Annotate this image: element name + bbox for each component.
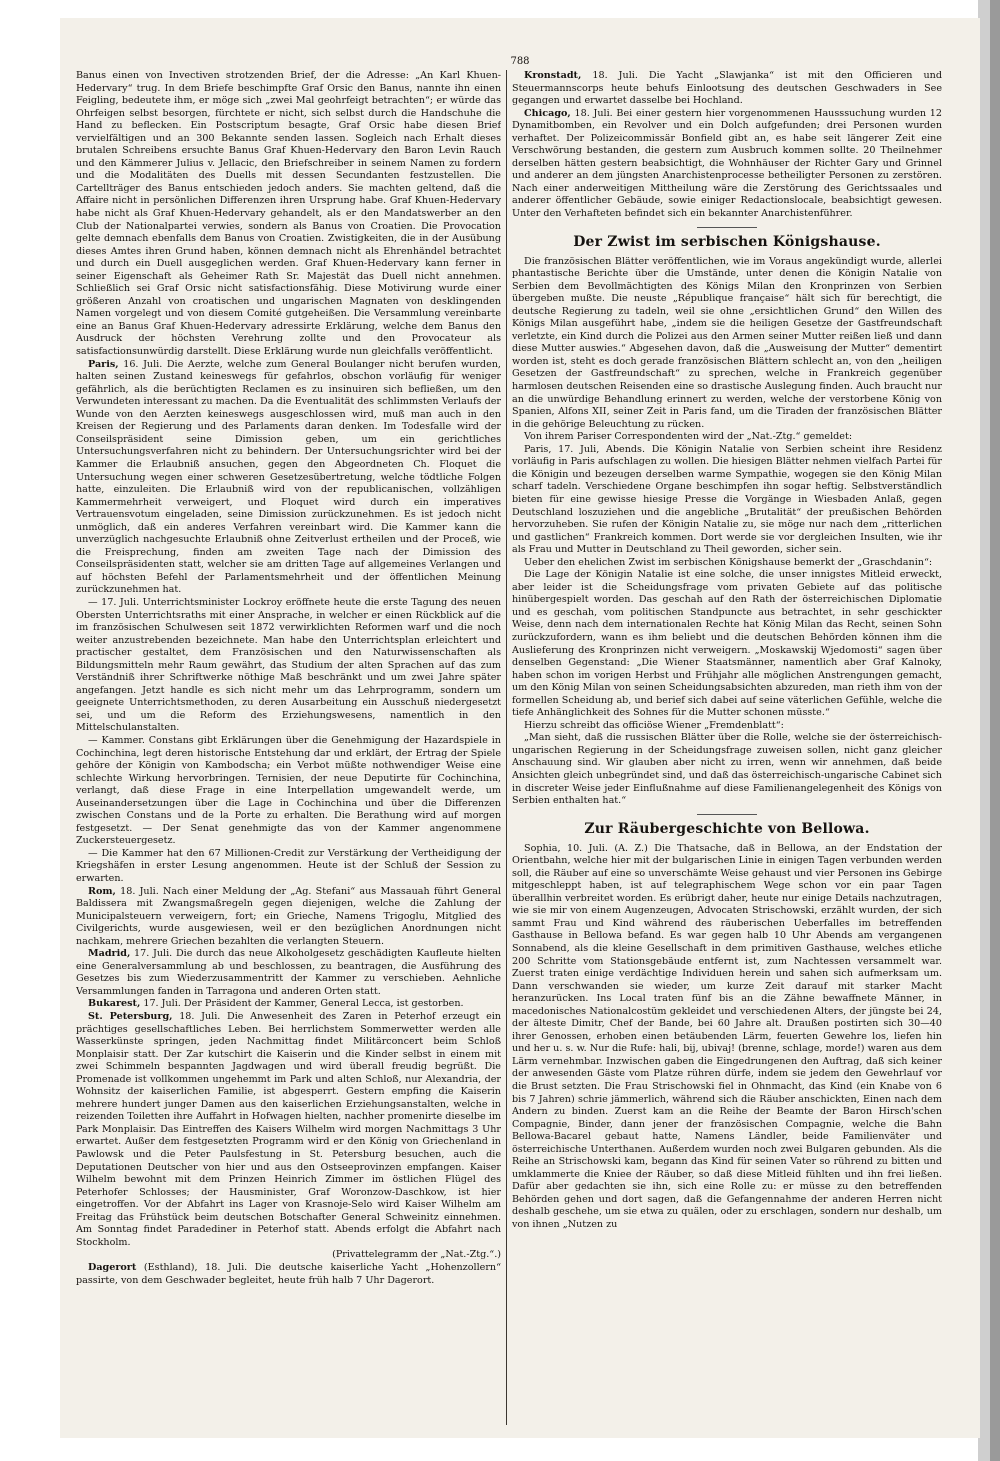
section-heading-serbia: Der Zwist im serbischen Königshause.	[573, 233, 881, 250]
article-paragraph: Sophia, 10. Juli. (A. Z.) Die Thatsache, daß in Bellowa, an der Endstation der Orientbahn, welche hier mit der bulgarischen Linie in einigen Tagen verbunden werden soll, die Räuber auf eine so unverschämte Weise gehaust und vier Personen ins Gebirge mitgeschleppt haben, ist auf telegraphischem Wege schon vor ein paar Tagen überallhin verbreitet worden. Es erübrigt daher, heute nur einige Details nachzutragen, wie sie mir von einem Augenzeugen, Advocaten Strischowski, erzählt wurden, der sich sammt Frau und Kind während des räuberischen Ueberfalles im betreffenden Gasthause in Bellowa befand. Es war gegen halb 10 Uhr Abends am vergangenen Sonnabend, als die kleine Gesellschaft in dem primitiven Gasthause, welches etliche 200 Schritte vom Stationsgebäude entfernt ist, zum Nachtessen versammelt war. Zuerst traten einige verdächtige Individuen herein und sahen sich aufmerksam um. Dann verschwanden sie wieder, um kurze Zeit darauf mit starker Macht heranzurücken. Ins Local traten fünf bis an die Zähne bewaffnete Männer, in macedonisches Nationalcostüm gekleidet und verschiedenen Alters, der jüngste bei 24, der älteste Dimitr, Chef der Bande, bei 60 Jahre alt. Draußen postirten sich 30—40 ihrer Genossen, erhoben einen betäubenden Lärm, feuerten Gewehre los, liefen hin und her u. s. w. Nur die Rufe: hali, bij, ubivaj! (brenne, schlage, morde!) waren aus dem Lärm vernehmbar. Inzwischen gaben die Eingedrungenen den Auftrag, daß sich keiner der anwesenden Gäste vom Platze rühren dürfe, indem sie jedem den Gewehrlauf vor die Brust setzten. Die Frau Strischowski fiel in Ohnmacht, das Kind (ein Knabe von 6 bis 7 Jahren) schrie jämmerlich, während sich die Räuber anschickten, Einen nach dem Andern zu binden. Zuerst kam an die Reihe der Beamte der Baron Hirsch'schen Compagnie, Binder, dann jener der französischen Compagnie, welche die Bahn Bellowa-Bacarel gebaut hatte, Namens Ländler, beide Familienväter und österreichische Unterthanen. Außerdem wurden noch zwei Bulgaren gebunden. Als die Reihe an Strischowski kam, begann das Kind für seinen Vater so rührend zu bitten und umklammerte die Kniee der Räuber, so daß diese Mitleid fühlten und ihn frei ließen. Dafür aber gedachten sie ihn, sich eine Rolle zu: er müsse zu den betreffenden Behörden gehen und dort sagen, daß die Gefangennahme der anderen Herren nicht deshalb geschehe, um sie etwa zu quälen, oder zu erschlagen, sondern nur deshalb, um von ihnen „Nutzen zu	[512, 842, 942, 1231]
news-item-text: 17. Juli. Die durch das neue Alkoholgesetz geschädigten Kaufleute hielten eine Generalversammlung ab und beschlossen, zu beantragen, die Ausführung des Gesetzes bis zum Wiederzusammentritt der Kammer zu verschieben. Aehnliche Versammlungen fanden in Tarragona und anderen Orten statt.	[76, 948, 501, 997]
section-heading-bellowa: Zur Räubergeschichte von Bellowa.	[584, 820, 870, 837]
article-paragraph: „Man sieht, daß die russischen Blätter über die Rolle, welche sie der österreichisch-ungarischen Regierung in der Scheidungsfrage zuweisen sollen, nicht ganz gleicher Anschauung sind. Wir glauben aber nicht zu irren, wenn wir annehmen, daß beide Ansichten gleich unbegründet sind, und daß das österreichisch-ungarische Cabinet sich in discreter Weise jeder Einflußnahme auf diese Familienangelegenheit des Königs von Serbien enthalten hat.“	[512, 732, 942, 807]
article-paragraph: Banus einen von Invectiven strotzenden Brief, der die Adresse: „An Karl Khuen-Hedervary“ trug. In dem Briefe beschimpfte Graf Orsic den Banus, nannte ihn einen Feigling, bedeutete ihm, er möge sich „zwei Mal geohrfeigt betrachten“; er würde das Ohrfeigen selbst besorgen, fürchtete er nicht, sich selbst durch die Handschuhe die Hand zu beflecken. Ein Postscriptum besagte, Graf Orsic habe diesen Brief vervielfältigen und an 300 Bekannte senden lassen. Sogleich nach Erhalt dieses brutalen Schreibens ersuchte Banus Graf Khuen-Hedervary den Baron Levin Rauch und den Kämmerer Julius v. Jellacic, den Briefschreiber in seinem Namen zu fordern und die Modalitäten des Duells mit dessen Secundanten festzustellen. Die Cartellträger des Banus entschieden jedoch anders. Sie machten geltend, daß die Affaire nicht in persönlichen Differenzen ihren Ursprung habe. Graf Khuen-Hedervary habe nicht als Graf Khuen-Hedervary gehandelt, als er den Mandatswerber an den Club der Nationalpartei verwies, sondern als Banus von Croatien. Die Provocation gelte demnach ebenfalls dem Banus von Croatien. Zwistigkeiten, die in der Ausübung dieses Amtes ihren Grund haben, können demnach nicht als Ehrenhändel betrachtet und durch ein Duell ausgeglichen werden. Graf Khuen-Hedervary kann ferner in seiner Eigenschaft als Geheimer Rath Sr. Majestät das Duell nicht annehmen. Schließlich sei Graf Orsic nicht satisfactionsfähig. Diese Motivirung wurde einer größeren Anzahl von croatischen und ungarischen Magnaten von desklingenden Namen vorgelegt und von diesem Comité gutgeheißen. Die Versammlung vereinbarte eine an Banus Graf Khuen-Hedervary adressirte Erklärung, welche dem Banus den Ausdruck der höchsten Verehrung zollte und den Provocateur als satisfactionsunwürdig darstellt. Diese Erklärung wurde nun gleichfalls veröffentlicht.	[76, 70, 501, 358]
article-paragraph: Die französischen Blätter veröffentlichen, wie im Voraus angekündigt wurde, allerlei phantastische Berichte über die Umstände, unter denen die Königin Natalie von Serbien dem Bevollmächtigten des Königs Milan den Kronprinzen von Serbien übergeben mußte. Die neuste „République française“ hält sich für berechtigt, die deutsche Regierung zu tadeln, weil sie ohne „ersichtlichen Grund“ den Willen des Königs Milan ausgeführt habe, „indem sie die heiligen Gesetze der Gastfreundschaft verletzte, ein Kind durch die Polizei aus den Armen seiner Mutter reißen ließ und dann diese Mutter auswies.“ Abgesehen davon, daß die „Ausweisung der Mutter“ dementirt worden ist, steht es doch gerade französischen Blättern schlecht an, von den „heiligen Gesetzen der Gastfreundschaft“ zu sprechen, welche in Frankreich gegenüber harmlosen deutschen Reisenden eine so drastische Auslegung finden. Auch braucht nur an die unwürdige Behandlung erinnert zu werden, welche der verstorbene König von Spanien, Alfons XII, seiner Zeit in Paris fand, um die Tiraden der französischen Blätter in die gehörige Beleuchtung zu rücken.	[512, 255, 942, 430]
dateline-place: St. Petersburg,	[88, 1011, 173, 1023]
dateline-place: Dagerort	[88, 1261, 137, 1273]
dateline-place: Chicago,	[524, 107, 571, 119]
telegram-source: (Privattelegramm der „Nat.-Ztg.“.)	[332, 1249, 501, 1261]
article-paragraph: — Die Kammer hat den 67 Millionen-Credit zur Verstärkung der Vertheidigung der Kriegshäfen in erster Lesung angenommen. Heute ist der Schluß der Session zu erwarten.	[76, 847, 501, 884]
news-item-text: 16. Juli. Die Aerzte, welche zum General Boulanger nicht berufen wurden, halten seinen Zustand keineswegs für gefahrlos, obschon vorläufig für weniger gefährlich, als die berüchtigten Reclamen es zu insinuiren sich befließen, um den Verwundeten interessant zu machen. Da die Eventualität des schlimmsten Verlaufs der Wunde von den Aerzten keineswegs ausgeschlossen wird, muß man auch in den Kreisen der Regierung und des Parlaments daran denken. Im Todesfalle wird der Conseilspräsident seine Dimission geben, um ein gerichtliches Untersuchungsverfahren nicht zu behindern. Der Untersuchungsrichter wird bei der Kammer die Erlaubniß ansuchen, gegen den Abgeordneten Ch. Floquet die Untersuchung wegen einer schweren Gesetzesübertretung, welche tödtliche Folgen hatte, einzuleiten. Die Erlaubniß wird von der republicanischen, vollzähligen Kammermehrheit verweigert, und Floquet wird durch ein imperatives Vertrauensvotum eingeladen, seine Dimission zurückzunehmen. Es ist jedoch nicht unmöglich, daß ein anderes Verfahren vereinbart wird. Die Kammer kann die unverzüglich nachgesuchte Erlaubniß ohne Zeitverlust ertheilen und der Proceß, wie die Freisprechung, finden am zweiten Tage nach der Dimission des Conseilspräsidenten statt, welcher sie am dritten Tage auf allgemeines Verlangen und auf höchsten Befehl der Parlamentsmehrheit und der öffentlichen Meinung zurückzunehmen hat.	[76, 358, 501, 596]
left-column	[76, 70, 501, 1432]
news-item-bukarest	[76, 998, 501, 1011]
news-item-text: 18. Juli. Die Yacht „Slawjanka“ ist mit den Officieren und Steuermannscorps heute behufs Einlootsung des deutschen Geschwaders in See gegangen und erwartet dasselbe bei Hochland.	[512, 70, 942, 107]
dateline-place: Paris,	[88, 358, 119, 370]
news-item-text: (Esthland), 18. Juli. Die deutsche kaiserliche Yacht „Hohenzollern“ passirte, von dem Geschwader begleitet, heute früh halb 7 Uhr Dagerort.	[76, 1261, 501, 1286]
news-item-dagerort	[76, 1262, 501, 1287]
article-paragraph: Ueber den ehelichen Zwist im serbischen Königshause bemerkt der „Graschdanin“:	[524, 556, 933, 568]
news-item-text: 18. Juli. Nach einer Meldung der „Ag. Stefani“ aus Massauah führt General Baldissera mit Zwangsmaßregeln gegen diejenigen, welche die Zahlung der Municipalsteuern verweigern, fort; ein Grieche, Namens Trigoglu, Mitglied des Civilgerichts, wurde ausgewiesen, weil er den bezüglichen Anordnungen nicht nachkam, mehrere Griechen bezahlten die verlangten Steuern.	[76, 885, 501, 947]
section-rule	[697, 227, 757, 228]
newspaper-page	[60, 18, 980, 1438]
article-paragraph: — 17. Juli. Unterrichtsminister Lockroy eröffnete heute die erste Tagung des neuen Obersten Unterrichtsraths mit einer Ansprache, in welcher er einen Rückblick auf die im französischen Schulwesen seit 1872 verwirklichten Reformen warf und die noch weiter anzustrebenden bezeichnete. Man habe den Unterrichtsplan erleichtert und practischer gestaltet, dem Französischen und den Naturwissenschaften als Bildungsmitteln mehr Raum gewährt, das Studium der alten Sprachen auf das zum Verständniß ihrer Schriftwerke nöthige Maß beschränkt und um zwei Jahre später angefangen. Jetzt handle es sich nicht mehr um das Lehrprogramm, sondern um geeignete Unterrichtsmethoden, zu deren Ausarbeitung ein Ausschuß niedergesetzt sei, und um die Reform des Erziehungswesens, namentlich in den Mittelschulanstalten.	[76, 596, 501, 734]
dateline-place: Madrid,	[88, 948, 131, 960]
column-divider	[506, 70, 507, 1425]
news-item-chicago	[512, 108, 942, 221]
article-paragraph: Paris, 17. Juli, Abends. Die Königin Natalie von Serbien scheint ihre Residenz vorläufig in Paris aufschlagen zu wollen. Die hiesigen Blätter nehmen vielfach Partei für die Königin und bezeugen derselben warme Sympathie, wogegen sie den König Milan scharf tadeln. Verschiedene Organe beschimpfen ihn sogar heftig. Selbstverständlich bieten für eine gewisse hiesige Presse die Vorgänge in Wiesbaden Anlaß, gegen Deutschland loszuziehen und die angebliche „Brutalität“ der preußischen Behörden hervorzuheben. Sie rufen der Königin Natalie zu, sie möge nur nach dem „ritterlichen und gastlichen“ Frankreich kommen. Dort werde sie vor dergleichen Insulten, wie ihr als Frau und Mutter in Deutschland zu Theil geworden, sicher sein.	[512, 443, 942, 556]
article-paragraph: — Kammer. Constans gibt Erklärungen über die Genehmigung der Hazardspiele in Cochinchina, legt deren historische Entstehung dar und erklärt, der Ertrag der Spiele gehöre der Königin von Kambodscha; ein Verbot müßte nothwendiger Weise eine schlechte Wirkung hervorbringen. Ternisien, der neue Deputirte für Cochinchina, verlangt, daß diese Frage in eine Interpellation umgewandelt werde, um Auseinandersetzungen über die Lage in Cochinchina und über die Differenzen zwischen Constans und de la Porte zu erhalten. Die Berathung wird auf morgen festgesetzt. — Der Senat genehmigte das von der Kammer angenommene Zuckersteuergesetz.	[76, 734, 501, 847]
right-column	[512, 70, 942, 1432]
news-item-madrid	[76, 948, 501, 998]
binding-shadow	[990, 0, 1000, 1461]
article-paragraph: Von ihrem Pariser Correspondenten wird der „Nat.-Ztg.“ gemeldet:	[524, 431, 853, 443]
news-item-rom	[76, 886, 501, 949]
dateline-place: Rom,	[88, 885, 116, 897]
news-item-kronstadt	[512, 70, 942, 108]
article-paragraph: Die Lage der Königin Natalie ist eine solche, die unser innigstes Mitleid erweckt, aber leider ist die Scheidungsfrage vom privaten Gebiete auf das politische hinübergespielt worden. Das geschah auf den Rath der österreichischen Diplomatie und es geschah, vom politischen Standpuncte aus betrachtet, in sehr geschickter Weise, denn nach dem internationalen Rechte hat König Milan das Recht, seinen Sohn zurückzufordern, wann es ihm beliebt und die deutschen Behörden können ihm die Auslieferung des Kronprinzen nicht verweigern. „Moskawskij Wjedomosti“ sagen über denselben Gegenstand: „Die Wiener Staatsmänner, namentlich aber Graf Kalnoky, haben schon im vorigen Herbst und Frühjahr alle möglichen Anstrengungen gemacht, um den König Milan von seinen Scheidungsabsichten abzureden, man rieth ihm von der formellen Scheidung ab, und berief sich dabei auf seine väterlichen Gefühle, welche die tiefe Anhänglichkeit des Sohnes für die Mutter schonen müsste.“	[512, 569, 942, 719]
news-item-petersburg	[76, 1011, 501, 1249]
news-item-text: 17. Juli. Der Präsident der Kammer, General Lecca, ist gestorben.	[143, 998, 464, 1010]
section-rule	[697, 814, 757, 815]
page-number: 788	[510, 56, 530, 67]
news-item-text: 18. Juli. Die Anwesenheit des Zaren in Peterhof erzeugt ein prächtiges gesellschaftliches Leben. Bei herrlichstem Sommerwetter werden alle Wasserkünste springen, jeden Nachmittag findet Militärconcert beim Schloß Monplaisir statt. Der Zar kutschirt die Kaiserin und die Kinder selbst in einem mit zwei Schimmeln bespannten Jagdwagen und wird überall freudig begrüßt. Die Promenade ist vollkommen ungehemmt im Park und alten Schloß, nur Alexandria, der Wohnsitz der kaiserlichen Familie, ist abgesperrt. Gestern empfing die Kaiserin mehrere hundert junger Damen aus den kaiserlichen Erziehungsanstalten, welche in reizenden Toiletten ihre Auffahrt in Hofwagen hielten, nachher promenirte dieselbe im Park Monplaisir. Das Eintreffen des Kaisers Wilhelm wird morgen Nachmittags 3 Uhr erwartet. Außer dem festgesetzten Programm wird er den König von Griechenland in Pawlowsk und die Peter Paulsfestung in St. Petersburg besuchen, auch die Deputationen Deutscher von hier und aus den Ostseeprovinzen empfangen. Kaiser Wilhelm bewohnt mit dem Prinzen Heinrich Zimmer im östlichen Flügel des Peterhofer Schlosses; der Hausminister, Graf Woronzow-Daschkow, ist hier eingetroffen. Vor der Abfahrt ins Lager von Krasnoje-Selo wird Kaiser Wilhelm am Freitag das Frühstück beim deutschen Botschafter General Schweinitz einnehmen. Am Sonntag findet Paradediner in Peterhof statt. Abends erfolgt die Abfahrt nach Stockholm.	[76, 1011, 501, 1248]
dateline-place: Kronstadt,	[524, 70, 582, 81]
dateline-place: Bukarest,	[88, 998, 141, 1010]
news-item-text: 18. Juli. Bei einer gestern hier vorgenommenen Hausssuchung wurden 12 Dynamitbomben, ein Revolver und ein Dolch aufgefunden; drei Personen wurden verhaftet. Der Polizeicommissär Bonfield gibt an, es habe seit längerer Zeit eine Verschwörung bestanden, die gestern zum Ausbruch kommen sollte. 20 Theilnehmer derselben hätten gestern beabsichtigt, die Wohnhäuser der Richter Gary und Grinnel und anderer an dem jüngsten Anarchistenprocesse betheiligter Personen zu zerstören. Nach einer anderweitigen Mittheilung wäre die Zerstörung des Gerichtssaales und anderer öffentlicher Gebäude, sowie einiger Redactionslocale, beabsichtigt gewesen. Unter den Verhafteten befindet sich ein bekannter Anarchistenführer.	[512, 107, 942, 220]
article-paragraph: Hierzu schreibt das officiöse Wiener „Fremdenblatt“:	[524, 719, 784, 731]
news-item-paris	[76, 359, 501, 597]
